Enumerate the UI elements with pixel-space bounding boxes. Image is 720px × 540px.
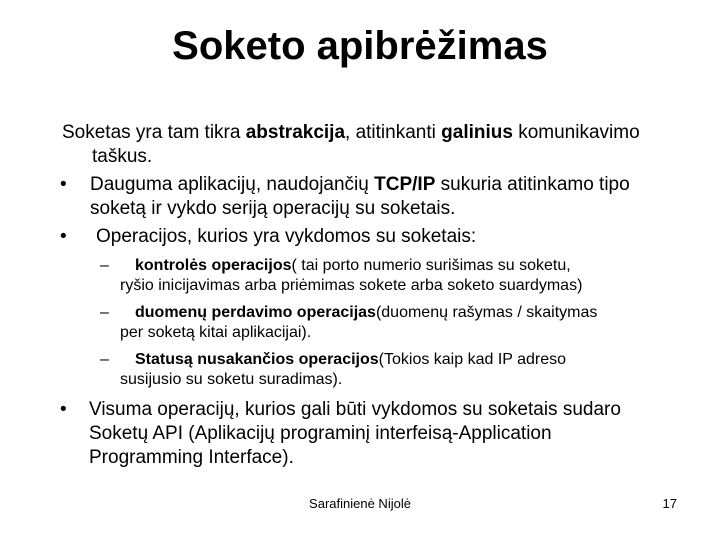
sub-bullet-line <box>135 350 566 370</box>
sub-bullet-line: per soketą kitai aplikacijai). <box>120 324 312 341</box>
text: (Tokios kaip kad IP adreso <box>378 351 567 368</box>
text: , atitinkanti <box>345 122 442 143</box>
bullet-line: soketą ir vykdo seriją operacijų su soketais. <box>90 198 456 219</box>
bullet-line: Programming Interface). <box>89 447 294 468</box>
slide-title: Soketo apibrėžimas <box>172 24 548 68</box>
text: Dauguma aplikacijų, naudojančių <box>90 174 375 195</box>
sub-bullet-line: susijusio su soketu suradimas). <box>120 371 343 388</box>
bold-text: duomenų perdavimo operacijas <box>135 304 376 321</box>
bullet-line: Soketų API (Aplikacijų programinį interfeisą-Application <box>89 423 552 444</box>
sub-bullet-line <box>135 303 597 323</box>
bold-text: Statusą nusakančios operacijos <box>135 351 379 368</box>
sub-bullet-line <box>135 256 571 276</box>
bullet-line <box>90 173 630 196</box>
bullet-line: Visuma operacijų, kurios gali būti vykdomos su soketais sudaro <box>89 399 621 420</box>
text: sukuria atitinkamo tipo <box>435 174 630 195</box>
bullet-marker: • <box>60 399 67 420</box>
sub-bullet-line: ryšio inicijavimas arba priėmimas sokete arba soketo suardymas) <box>120 277 583 294</box>
slide-number: 17 <box>662 496 677 511</box>
text: komunikavimo <box>512 122 640 143</box>
paragraph-line <box>62 121 640 144</box>
bullet-line: Operacijos, kurios yra vykdomos su soketais: <box>96 226 477 247</box>
dash-marker: – <box>100 257 109 274</box>
paragraph-line: taškus. <box>92 146 153 167</box>
bold-text: TCP/IP <box>374 174 436 195</box>
bullet-marker: • <box>60 226 67 247</box>
bold-text: abstrakcija <box>245 122 346 143</box>
bullet-marker: • <box>60 174 67 195</box>
bold-text: kontrolės operacijos <box>135 257 292 274</box>
footer-author: Sarafinienė Nijolė <box>309 496 411 511</box>
text: Soketas yra tam tikra <box>62 122 246 143</box>
dash-marker: – <box>100 351 109 368</box>
text: (duomenų rašymas / skaitymas <box>375 304 598 321</box>
text: ( tai porto numerio surišimas su soketu, <box>291 257 571 274</box>
bold-text: galinius <box>441 122 513 143</box>
dash-marker: – <box>100 304 109 321</box>
